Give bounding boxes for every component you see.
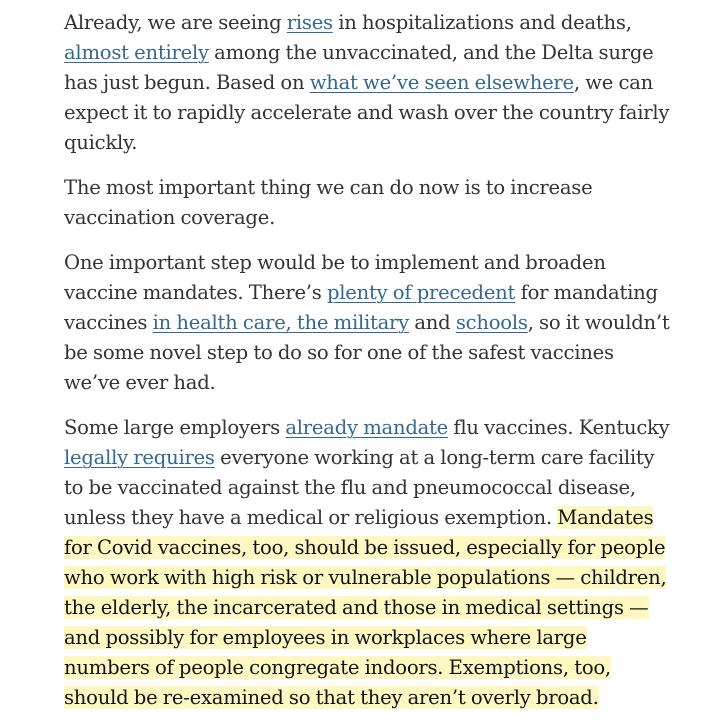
link-the-military[interactable]: , the military	[285, 311, 409, 334]
link-almost-entirely[interactable]: almost entirely	[64, 41, 209, 64]
paragraph-text: , so it wouldn’t be some novel step to do so for one of the safest vaccines we’ve ever had.	[64, 311, 670, 394]
paragraph-text: everyone working at a long-term care facility to be vaccinated against the flu and pneumococcal disease, unless they have a medical or religious exemption.	[64, 446, 655, 529]
paragraph-text: and	[409, 311, 456, 334]
link-plenty-of-precedent[interactable]: plenty of precedent	[326, 281, 516, 304]
paragraph-text: The most important thing we can do now is to increase vaccination coverage.	[64, 176, 593, 229]
paragraph-4	[64, 413, 674, 713]
paragraph-text: Some large employers	[64, 416, 286, 439]
article-body	[64, 8, 674, 728]
link-schools[interactable]: schools	[455, 311, 528, 334]
highlighted-passage: Mandates for Covid vaccines, too, should be issued, especially for people who work with high risk or vulnerable populations — children, the elderly, the incarcerated and those in medical settings — and possibly for employees in workplaces where large numbers of people congregate indoors. Exemptions, too, should be re-examined so that they aren’t overly broad.	[64, 506, 667, 709]
paragraph-text: flu vaccines. Kentucky	[448, 416, 670, 439]
paragraph-1	[64, 8, 674, 158]
link-legally-requires[interactable]: legally requires	[64, 446, 215, 469]
paragraph-text: in hospitalizations and deaths,	[332, 11, 632, 34]
link-in-health-care[interactable]: in health care	[152, 311, 286, 334]
paragraph-text: Already, we are seeing	[64, 11, 287, 34]
link-rises[interactable]: rises	[286, 11, 333, 34]
link-already-mandate[interactable]: already mandate	[285, 416, 449, 439]
paragraph-text: for mandating vaccines	[64, 281, 658, 334]
paragraph-text: One important step would be to implement and broaden vaccine mandates. There’s	[64, 251, 606, 304]
paragraph-3	[64, 248, 674, 398]
paragraph-text: among the unvaccinated, and the Delta surge has just begun. Based on	[64, 41, 654, 94]
paragraph-text: , we can expect it to rapidly accelerate and wash over the country fairly quickly.	[64, 71, 670, 154]
link-what-weve-seen-elsewhere[interactable]: what we’ve seen elsewhere	[309, 71, 574, 94]
paragraph-2	[64, 173, 674, 233]
